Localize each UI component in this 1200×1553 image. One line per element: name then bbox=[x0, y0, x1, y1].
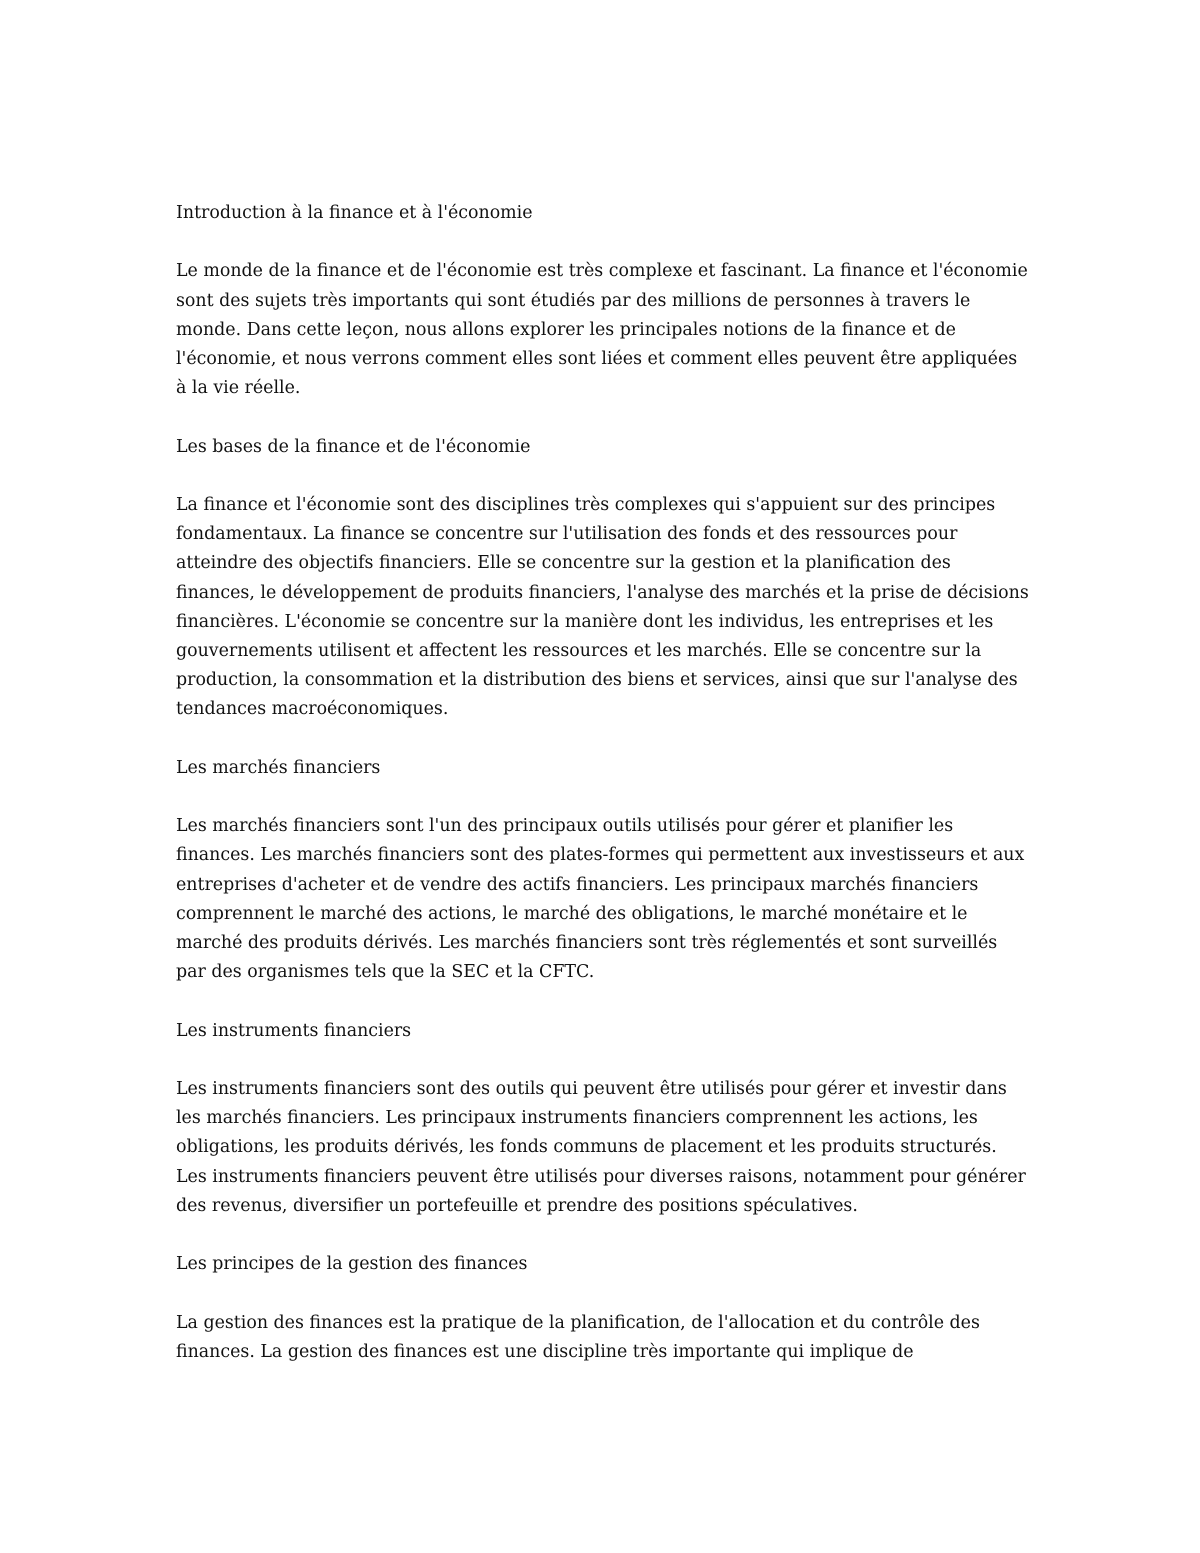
section-paragraph-marches: Les marchés financiers sont l'un des principaux outils utilisés pour gérer et planifier les finances. Les marchés financiers sont des plates-formes qui permettent aux investisseurs et aux entreprises d'acheter et de vendre des actifs financiers. Les principaux marchés financiers comprennent le marché des actions, le marché des obligations, le marché monétaire et le marché des produits dérivés. Les marchés financiers sont très réglementés et sont surveillés par des organismes tels que la SEC et la CFTC. bbox=[176, 816, 1025, 983]
section-paragraph-instruments: Les instruments financiers sont des outils qui peuvent être utilisés pour gérer et investir dans les marchés financiers. Les principaux instruments financiers comprennent les actions, les obligations, les produits dérivés, les fonds communs de placement et les produits structurés. Les instruments financiers peuvent être utilisés pour diverses raisons, notamment pour générer des revenus, diversifier un portefeuille et prendre des positions spéculatives. bbox=[176, 1078, 1026, 1216]
section-heading-marches: Les marchés financiers bbox=[176, 757, 381, 778]
document-body bbox=[176, 199, 1032, 1396]
section-heading-introduction: Introduction à la finance et à l'économie bbox=[176, 203, 533, 223]
section-paragraph-bases: La finance et l'économie sont des disciplines très complexes qui s'appuient sur des principes fondamentaux. La finance se concentre sur l'utilisation des fonds et des ressources pour atteindre des objectifs financiers. Elle se concentre sur la gestion et la planification des finances, le développement de produits financiers, l'analyse des marchés et la prise de décisions financières. L'économie se concentre sur la manière dont les individus, les entreprises et les gouvernements utilisent et affectent les ressources et les marchés. Elle se concentre sur la production, la consommation et la distribution des biens et services, ainsi que sur l'analyse des tendances macroéconomiques. bbox=[176, 494, 1029, 720]
section-paragraph-gestion: La gestion des finances est la pratique de la planification, de l'allocation et du contrôle des finances. La gestion des finances est une discipline très importante qui implique de bbox=[176, 1312, 980, 1362]
section-paragraph-introduction: Le monde de la finance et de l'économie est très complexe et fascinant. La finance et l'économie sont des sujets très importants qui sont étudiés par des millions de personnes à travers le monde. Dans cette leçon, nous allons explorer les principales notions de la finance et de l'économie, et nous verrons comment elles sont liées et comment elles peuvent être appliquées à la vie réelle. bbox=[176, 261, 1028, 399]
section-heading-gestion: Les principes de la gestion des finances bbox=[176, 1254, 528, 1275]
section-heading-bases: Les bases de la finance et de l'économie bbox=[176, 436, 531, 457]
section-heading-instruments: Les instruments financiers bbox=[176, 1020, 412, 1041]
